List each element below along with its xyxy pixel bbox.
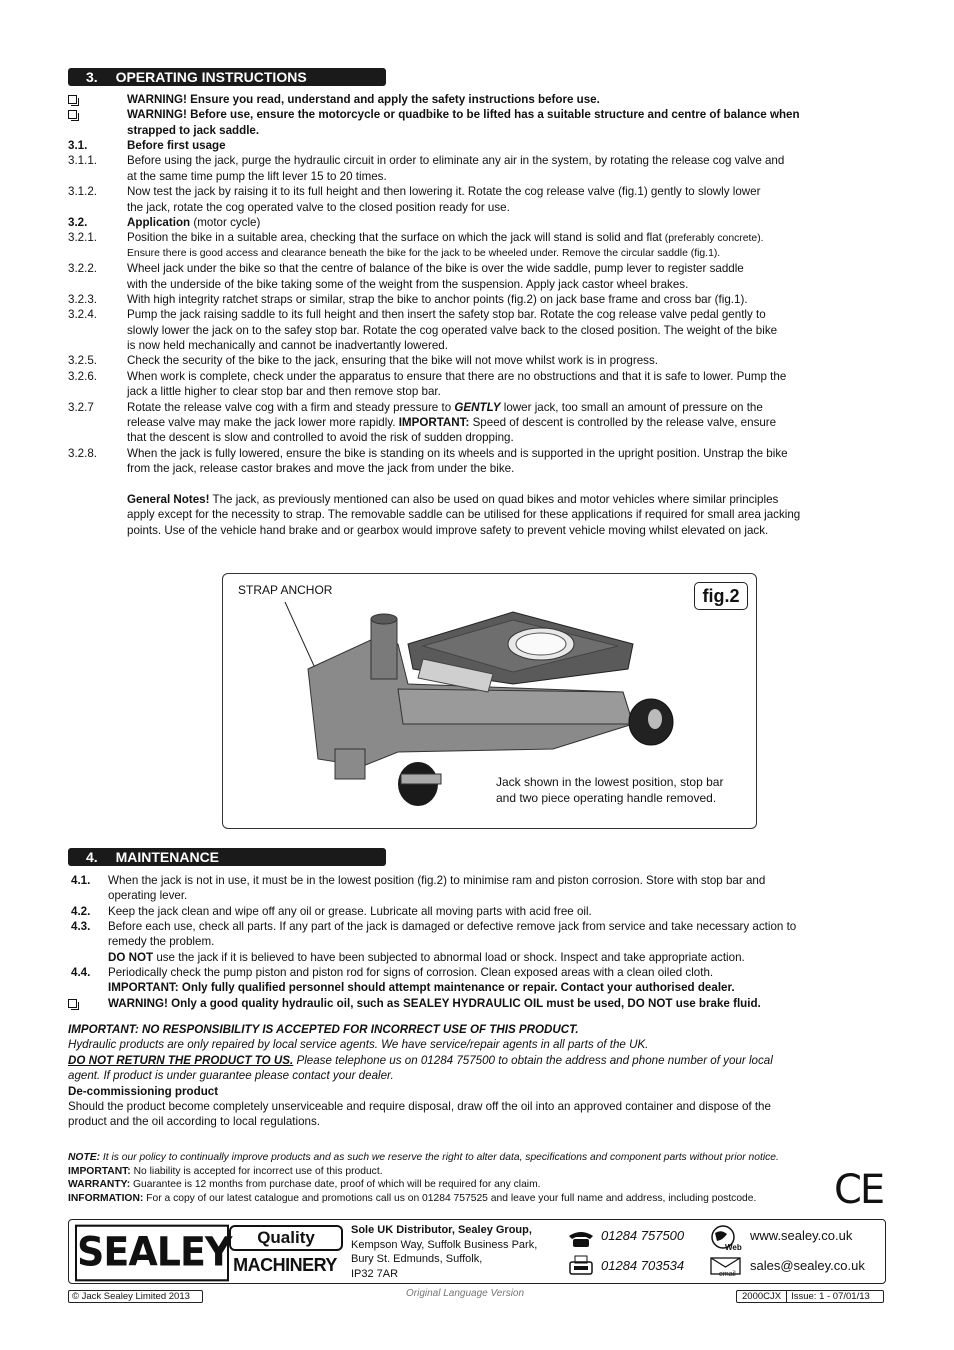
sealey-logo: SEALEY	[75, 1225, 229, 1282]
copyright-box: © Jack Sealey Limited 2013	[68, 1290, 203, 1303]
original-language-note: Original Language Version	[406, 1288, 525, 1299]
section-4-number: 4.	[86, 849, 98, 865]
important-note-text: No liability is accepted for incorrect use of this product.	[130, 1165, 383, 1177]
decommissioning-text2: product and the oil according to local regulations.	[68, 1115, 320, 1129]
strap-anchor-label: STRAP ANCHOR	[238, 583, 333, 597]
address-line1: Kempson Way, Suffolk Business Park,	[351, 1238, 538, 1251]
checkbox-icon	[68, 999, 77, 1008]
address-line3: IP32 7AR	[351, 1267, 399, 1280]
disclaimer-line1: IMPORTANT: NO RESPONSIBILITY IS ACCEPTED FOR INCORRECT USE OF THIS PRODUCT.	[68, 1023, 579, 1036]
section-4-title: MAINTENANCE	[115, 849, 220, 865]
figure-label: fig.2	[694, 582, 748, 610]
warranty-label: WARRANTY:	[68, 1179, 131, 1190]
fax-number[interactable]: 01284 703534	[601, 1258, 685, 1273]
warranty-text: Guarantee is 12 months from purchase date, proof of which will be required for any claim.	[130, 1179, 541, 1190]
decommissioning-title: De-commissioning product	[68, 1084, 219, 1098]
disclaimer	[68, 1022, 888, 1130]
general-notes-text: The jack, as previously mentioned can also be used on quad bikes and motor vehicles where similar principles	[209, 493, 779, 506]
information-label: INFORMATION:	[68, 1192, 144, 1204]
email-link[interactable]: sales@sealey.co.uk	[750, 1258, 865, 1273]
figure-caption-line2: and two piece operating handle removed.	[496, 791, 717, 805]
item-3-2-7-b3: Speed of descent is controlled by the release valve, ensure	[469, 416, 777, 429]
fax-icon	[567, 1254, 595, 1276]
item-3-2-7-text: Rotate the release valve cog with a firm and steady pressure to	[127, 401, 455, 414]
figure-caption-line1: Jack shown in the lowest position, stop bar	[496, 775, 724, 789]
note-label: NOTE:	[68, 1152, 101, 1163]
section-3-heading	[68, 68, 386, 86]
web-icon-label: Web	[725, 1243, 742, 1252]
section-4-heading	[68, 848, 386, 866]
important-note-label: IMPORTANT:	[68, 1165, 131, 1177]
issue-number: Issue: 1 - 07/01/13	[791, 1291, 870, 1302]
important-label: IMPORTANT:	[398, 416, 470, 429]
website-link[interactable]: www.sealey.co.uk	[750, 1228, 853, 1243]
model-issue-box	[736, 1290, 884, 1303]
address-line2: Bury St. Edmunds, Suffolk,	[351, 1253, 483, 1265]
distributor-address	[351, 1223, 537, 1281]
phone-number[interactable]: 01284 757500	[601, 1228, 685, 1243]
ce-mark-icon: CE	[834, 1167, 884, 1213]
email-icon-label: email	[719, 1271, 736, 1278]
jack-illustration	[223, 574, 756, 828]
note-text: It is our policy to continually improve products and as such we reserve the right to alter data, specifications and component parts without prior notice.	[100, 1152, 779, 1163]
footer-contact-box	[68, 1219, 886, 1284]
application-title: Application	[127, 216, 191, 229]
do-not-text: use the jack if it is believed to have been subjected to abnormal load or shock. Inspect and take appropriate action.	[153, 951, 745, 964]
distributor-name: Sole UK Distributor, Sealey Group,	[351, 1224, 532, 1236]
disclaimer-line4: agent. If product is under guarantee please contact your dealer.	[68, 1069, 394, 1083]
item-3-2-1-note: (preferably concrete).	[661, 233, 764, 244]
phone-icon	[567, 1228, 595, 1248]
checkbox-icon	[68, 110, 77, 119]
item-3-2-7-text2: lower jack, too small an amount of pressure on the	[500, 401, 763, 414]
model-number: 2000CJX	[737, 1291, 787, 1302]
disclaimer-line3: Please telephone us on 01284 757500 to obtain the address and phone number of your local	[293, 1053, 773, 1067]
information-text: For a copy of our latest catalogue and promotions call us on 01284 757525 and leave your full name and address, including postcode.	[143, 1192, 757, 1204]
section-3-title: OPERATING INSTRUCTIONS	[115, 69, 307, 85]
general-notes-title: General Notes!	[127, 493, 210, 506]
item-3-2-7-b1: release valve may make the jack lower more rapidly.	[127, 416, 399, 429]
do-not-return: DO NOT RETURN THE PRODUCT TO US.	[68, 1053, 294, 1067]
quality-logo: Quality	[229, 1225, 343, 1251]
disclaimer-line2: Hydraulic products are only repaired by local service agents. We have service/repair agents in all parts of the UK.	[68, 1038, 649, 1052]
notes-block	[68, 1151, 868, 1205]
decommissioning-text1: Should the product become completely unserviceable and require disposal, draw off the oil into an approved container and dispose of the	[68, 1100, 771, 1114]
gently-emphasis: GENTLY	[454, 401, 501, 414]
do-not-label: DO NOT	[108, 951, 154, 964]
machinery-logo: MACHINERY	[233, 1255, 337, 1275]
figure-2	[222, 573, 757, 829]
application-sub: (motor cycle)	[190, 216, 261, 229]
item-3-2-1-text: Position the bike in a suitable area, checking that the surface on which the jack will stand is solid and flat	[127, 231, 662, 244]
checkbox-icon	[68, 95, 77, 104]
section-3-number: 3.	[86, 69, 98, 85]
